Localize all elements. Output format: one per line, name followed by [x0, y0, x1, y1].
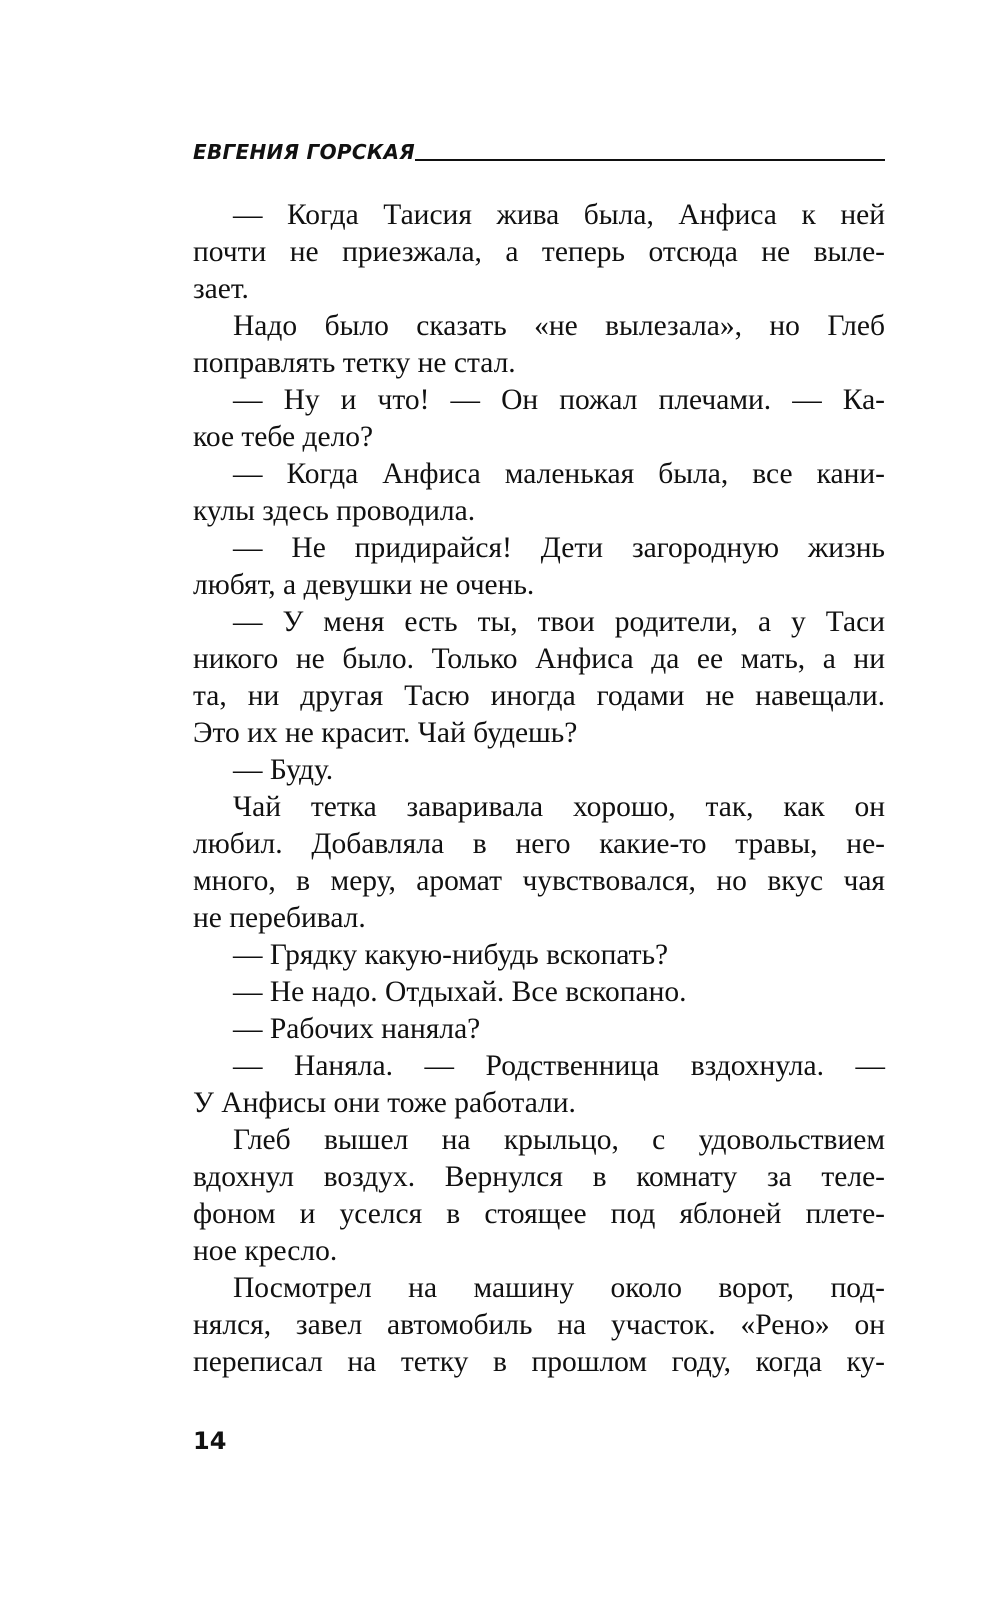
text-line: — Не придирайся! Дети загородную жизнь: [233, 532, 885, 564]
text-line: — Ну и что! — Он пожал плечами. — Ка-: [233, 384, 885, 416]
text-line: вдохнул воздух. Вернулся в комнату за теле-: [193, 1161, 885, 1193]
text-line: любят, а девушки не очень.: [193, 569, 535, 601]
text-line: не перебивал.: [193, 902, 366, 934]
text-line: кулы здесь проводила.: [193, 495, 476, 527]
page-number: 14: [193, 1427, 227, 1455]
header-rule: [415, 159, 885, 161]
text-line: почти не приезжала, а теперь отсюда не выле-: [193, 236, 885, 268]
text-line: — У меня есть ты, твои родители, а у Таси: [233, 606, 885, 638]
running-header: [193, 136, 885, 162]
author-name: ЕВГЕНИЯ ГОРСКАЯ: [193, 140, 415, 164]
text-line: — Рабочих наняла?: [233, 1013, 481, 1045]
text-line: Это их не красит. Чай будешь?: [193, 717, 578, 749]
text-line: — Буду.: [233, 754, 334, 786]
text-line: — Когда Анфиса маленькая была, все кани-: [233, 458, 885, 490]
text-line: никого не было. Только Анфиса да ее мать, а ни: [193, 643, 885, 675]
text-line: Чай тетка заваривала хорошо, так, как он: [233, 791, 885, 823]
text-line: — Наняла. — Родственница вздохнула. —: [233, 1050, 885, 1082]
text-line: Посмотрел на машину около ворот, под-: [233, 1272, 885, 1304]
text-line: поправлять тетку не стал.: [193, 347, 516, 379]
body-text: [193, 197, 885, 1381]
text-line: У Анфисы они тоже работали.: [193, 1087, 576, 1119]
text-line: та, ни другая Тасю иногда годами не навещали.: [193, 680, 885, 712]
text-line: зает.: [193, 273, 249, 305]
text-line: много, в меру, аромат чувствовался, но вкус чая: [193, 865, 885, 897]
text-line: — Не надо. Отдыхай. Все вскопано.: [233, 976, 687, 1008]
text-line: — Когда Таисия жива была, Анфиса к ней: [233, 199, 885, 231]
text-line: фоном и уселся в стоящее под яблоней плете-: [193, 1198, 885, 1230]
text-line: переписал на тетку в прошлом году, когда ку-: [193, 1346, 885, 1378]
text-line: ное кресло.: [193, 1235, 338, 1267]
text-line: Глеб вышел на крыльцо, с удовольствием: [233, 1124, 885, 1156]
text-line: — Грядку какую-нибудь вскопать?: [233, 939, 669, 971]
text-line: нялся, завел автомобиль на участок. «Рено» он: [193, 1309, 885, 1341]
text-line: любил. Добавляла в него какие-то травы, не-: [193, 828, 885, 860]
text-line: Надо было сказать «не вылезала», но Глеб: [233, 310, 885, 342]
text-line: кое тебе дело?: [193, 421, 374, 453]
